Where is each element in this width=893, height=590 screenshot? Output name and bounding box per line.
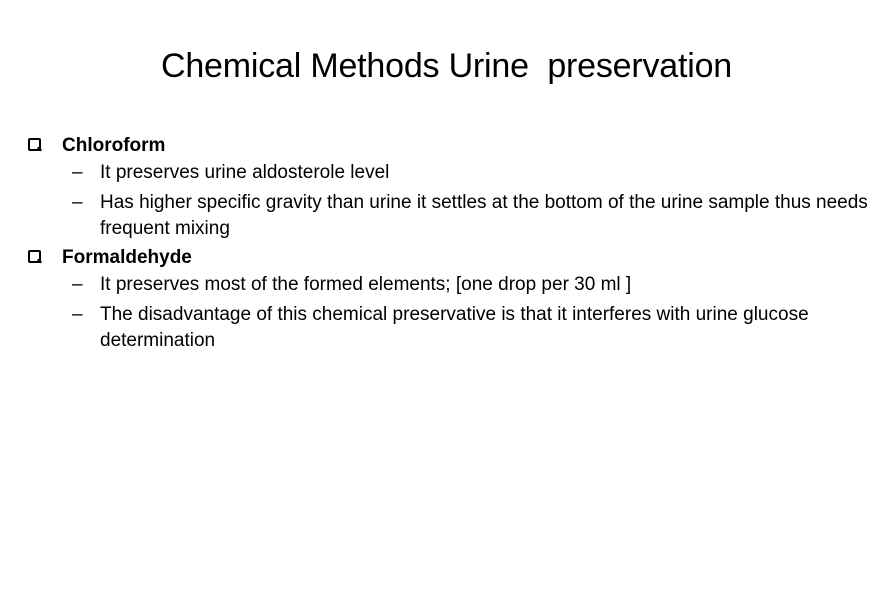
list-item-text: It preserves most of the formed elements; [one drop per 30 ml ] [100,274,632,295]
section-heading-text: Chloroform [62,135,166,156]
bullet-list [26,160,888,242]
dash-bullet: – [72,192,83,213]
dash-bullet: – [72,274,83,295]
slide-title: Chemical Methods Urine preservation [160,47,733,85]
section-heading [26,132,888,160]
section-heading [26,244,888,272]
slide-content [26,132,888,358]
list-item-text: Has higher specific gravity than urine it settles at the bottom of the urine sample thus needs frequent mixing [100,192,868,239]
dash-bullet: – [72,162,83,183]
list-item-text: It preserves urine aldosterole level [100,162,390,183]
list-item [26,272,888,298]
dash-bullet: – [72,304,83,325]
bullet-list [26,272,888,354]
section-chloroform [26,132,888,242]
list-item [26,160,888,186]
section-formaldehyde [26,244,888,354]
list-item [26,302,888,354]
checkbox-bullet-icon [28,250,41,263]
list-item [26,190,888,242]
checkbox-bullet-icon [28,138,41,151]
section-heading-text: Formaldehyde [62,247,192,268]
list-item-text: The disadvantage of this chemical preservative is that it interferes with urine glucose determination [100,304,809,351]
